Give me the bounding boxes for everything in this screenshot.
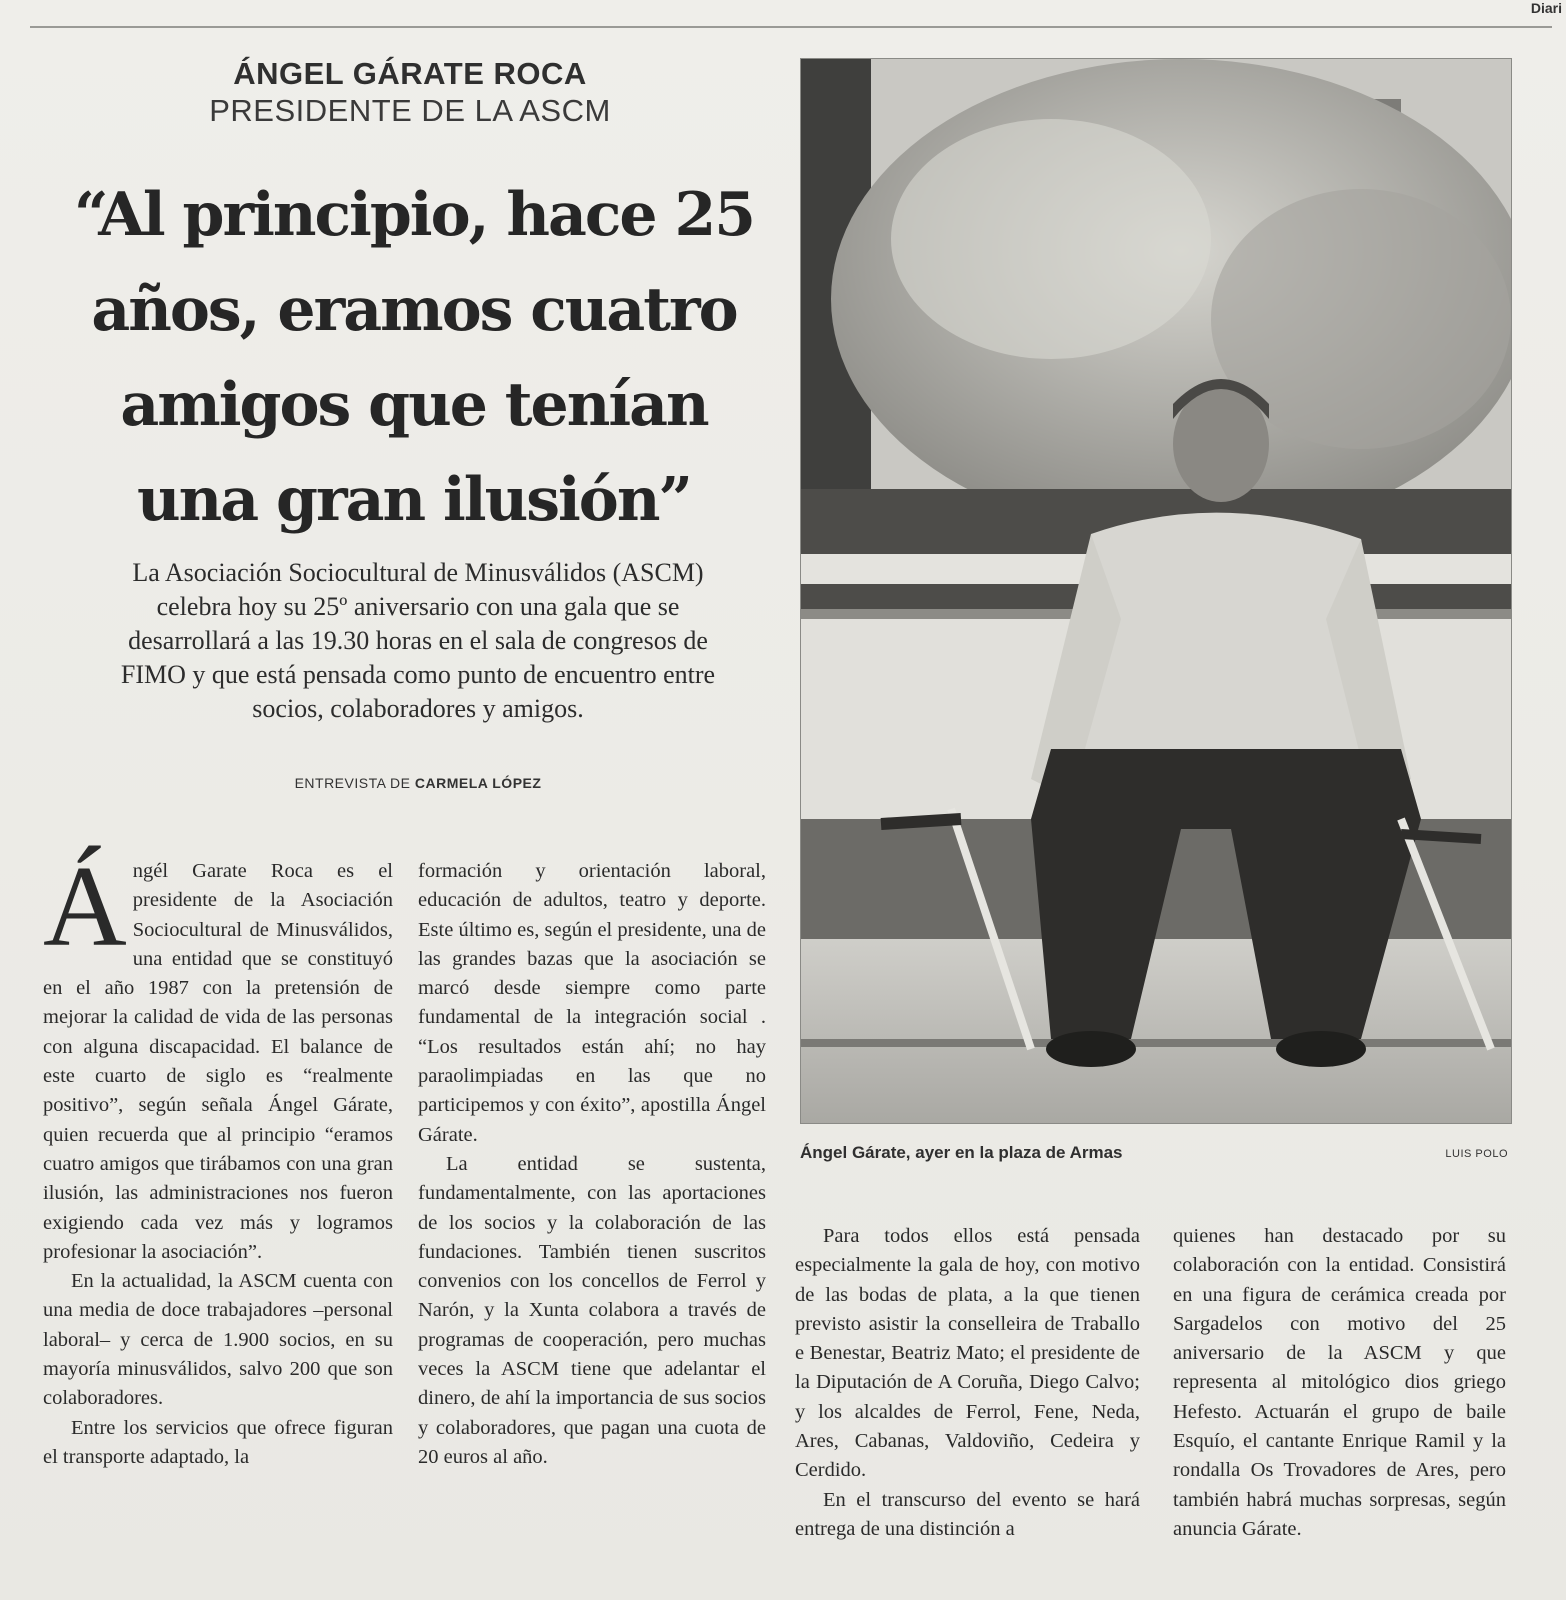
masthead-fragment: Diari [1530, 0, 1562, 16]
paragraph-text: ngél Garate Roca es el presidente de la Asociación Sociocultural de Minusválidos, una entidad que se constituyó en el año 1987 con la pretensión de mejorar la calidad de vida de las personas con alguna discapacidad. El balance de este cuarto de siglo es “realmente positivo”, según señala Ángel Gárate, quien recuerda que al principio “eramos cuatro amigos que tirábamos con una gran ilusión, las administraciones nos fueron exigiendo cada vez más y logramos profesionar la asociación”. [43, 860, 393, 1263]
deck-line: socios, colaboradores y amigos. [252, 694, 584, 723]
article-paragraph: formación y orientación laboral, educación de adultos, teatro y deporte. Este último es, según el presidente, una de las grandes bazas que la asociación se marcó desde siempre como parte fundamental de la integración social . “Los resultados están ahí; no hay paraolimpiadas en las que no participemos y con éxito”, apostilla Ángel Gárate. [418, 860, 766, 1146]
headline [38, 168, 790, 548]
article-paragraph: En la actualidad, la ASCM cuenta con una media de doce trabajadores –personal laboral– y cerca de 1.900 socios, en su mayoría minusválidos, salvo 200 que son colaboradores. [43, 1270, 393, 1410]
article-paragraph: Entre los servicios que ofrece figuran el transporte adaptado, la [43, 1416, 393, 1468]
headline-line: años, eramos cuatro [91, 275, 737, 345]
top-rule [30, 26, 1552, 28]
photo-credit: LUIS POLO [1445, 1148, 1508, 1160]
kicker [60, 56, 760, 130]
article-column-2 [418, 857, 766, 1472]
deck-line: desarrollará a las 19.30 horas en el sala de congresos de [128, 626, 708, 655]
byline-author: CARMELA LÓPEZ [414, 775, 542, 791]
article-column-1 [43, 843, 393, 1472]
headline-line: “Al principio, hace 25 [74, 180, 754, 250]
deck-line: La Asociación Sociocultural de Minusválidos (ASCM) [132, 558, 704, 587]
article-photo [800, 58, 1512, 1124]
drop-cap: Á [43, 843, 127, 971]
deck-line: FIMO y que está pensada como punto de encuentro entre [120, 660, 716, 689]
deck [60, 556, 776, 726]
article-paragraph: En el transcurso del evento se hará entrega de una distinción a [795, 1488, 1140, 1540]
byline [60, 775, 776, 791]
article-column-3 [795, 1222, 1140, 1544]
article-paragraph [43, 843, 393, 1267]
headline-line: una gran ilusión” [137, 465, 691, 535]
kicker-role: PRESIDENTE DE LA ASCM [209, 93, 611, 128]
kicker-name: ÁNGEL GÁRATE ROCA [233, 56, 587, 91]
byline-prefix: ENTREVISTA DE [294, 775, 411, 791]
article-paragraph: quienes han destacado por su colaboración con la entidad. Consistirá en una figura de cerámica creada por Sargadelos con motivo del 25 aniversario de la ASCM y que representa al mitológico dios griego Hefesto. Actuarán el grupo de baile Esquío, el cantante Enrique Ramil y la rondalla Os Trovadores de Ares, pero también habrá muchas sorpresas, según anuncia Gárate. [1173, 1225, 1506, 1540]
headline-line: amigos que tenían [120, 370, 708, 440]
deck-line: celebra hoy su 25º aniversario con una gala que se [156, 592, 680, 621]
photo-illustration [801, 59, 1512, 1124]
article-paragraph: Para todos ellos está pensada especialmente la gala de hoy, con motivo de las bodas de plata, a la que tienen previsto asistir la conselleira de Traballo e Benestar, Beatriz Mato; el presidente de la Diputación de A Coruña, Diego Calvo; y los alcaldes de Ferrol, Fene, Neda, Ares, Cabanas, Valdoviño, Cedeira y Cerdido. [795, 1225, 1140, 1482]
article-column-4 [1173, 1222, 1506, 1544]
article-paragraph: La entidad se sustenta, fundamentalmente, con las aportaciones de los socios y la colaboración de las fundaciones. También tienen suscritos convenios con los concellos de Ferrol y Narón, y la Xunta colabora a través de programas de cooperación, pero muchas veces la ASCM tiene que adelantar el dinero, de ahí la importancia de sus socios y colaboradores, que pagan una cuota de 20 euros al año. [418, 1152, 766, 1468]
photo-caption: Ángel Gárate, ayer en la plaza de Armas [800, 1143, 1123, 1162]
